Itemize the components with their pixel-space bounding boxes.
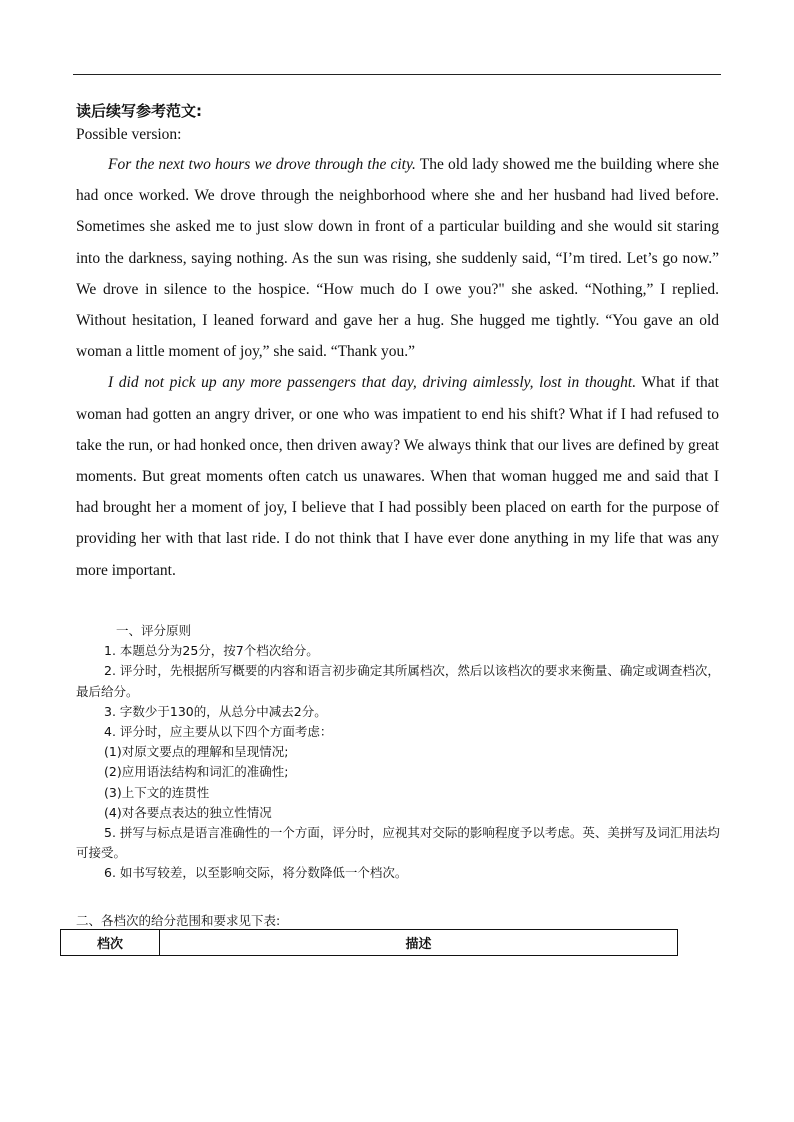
grade-table-caption: 二、各档次的给分范围和要求见下表: [76,913,281,928]
description-column-header: 描述 [160,930,678,956]
essay-paragraph-2 [76,367,719,585]
scoring-item-5: 5. 拼写与标点是语言准确性的一个方面，评分时，应视其对交际的影响程度予以考虑。英、美拼写及词汇用法均可接受。 [76,825,720,861]
scoring-item-3: 3. 字数少于130的，从总分中减去2分。 [104,703,327,719]
grade-table [60,929,678,956]
scoring-sub-item-2: (2)应用语法结构和词汇的准确性; [104,764,289,780]
scoring-item-4: 4. 评分时，应主要从以下四个方面考虑： [104,724,333,740]
grade-table-header-row [61,930,678,956]
paragraph-2-lead-sentence: I did not pick up any more passengers that day, driving aimlessly, lost in thought. [108,374,637,392]
scoring-sub-item-1: (1)对原文要点的理解和呈现情况; [104,744,289,760]
scoring-principles [76,621,721,884]
paragraph-2-body: What if that woman had gotten an angry driver, or one who was impatient to end his shift? What if I had refused to take the run, or had honked once, then driven away? We always think that our lives are defined by great moments. But great moments often catch us unawares. When that woman hugged me and said that I had brought her a moment of joy, I believe that I had possibly been placed on earth for the purpose of providing her with that last ride. I do not think that I have ever done anything in my life that was any more important. [76,374,719,579]
sample-essay [76,149,719,586]
scoring-sub-item-3: (3)上下文的连贯性 [104,784,210,800]
scoring-item-2: 2. 评分时，先根据所写概要的内容和语言初步确定其所属档次，然后以该档次的要求来衡量、确定或调查档次，最后给分。 [76,663,720,699]
scoring-sub-item-4: (4)对各要点表达的独立性情况 [104,804,272,820]
essay-paragraph-1 [76,149,719,367]
paragraph-1-lead-sentence: For the next two hours we drove through the city. [108,156,416,173]
scoring-item-1: 1. 本题总分为25分，按7个档次给分。 [104,643,319,659]
possible-version-label: Possible version: [76,126,182,143]
paragraph-1-body: The old lady showed me the building where she had once worked. We drove through the neighborhood where she and her husband had lived before. Sometimes she asked me to just slow down in front of a particular building and she would sit staring into the darkness, saying nothing. As the sun was rising, she suddenly said, “I’m tired. Let’s go now.” We drove in silence to the hospice. “How much do I owe you?" she asked. “Nothing,” I replied. Without hesitation, I leaned forward and gave her a hug. She hugged me tightly. “You gave an old woman a little moment of joy,” she said. “Thank you.” [76,156,719,361]
top-rule [73,74,721,75]
scoring-item-6: 6. 如书写较差，以至影响交际，将分数降低一个档次。 [104,865,408,881]
page-heading: 读后续写参考范文: [76,102,202,120]
grade-column-header: 档次 [61,930,160,956]
scoring-principles-title: 一、评分原则 [116,623,192,638]
